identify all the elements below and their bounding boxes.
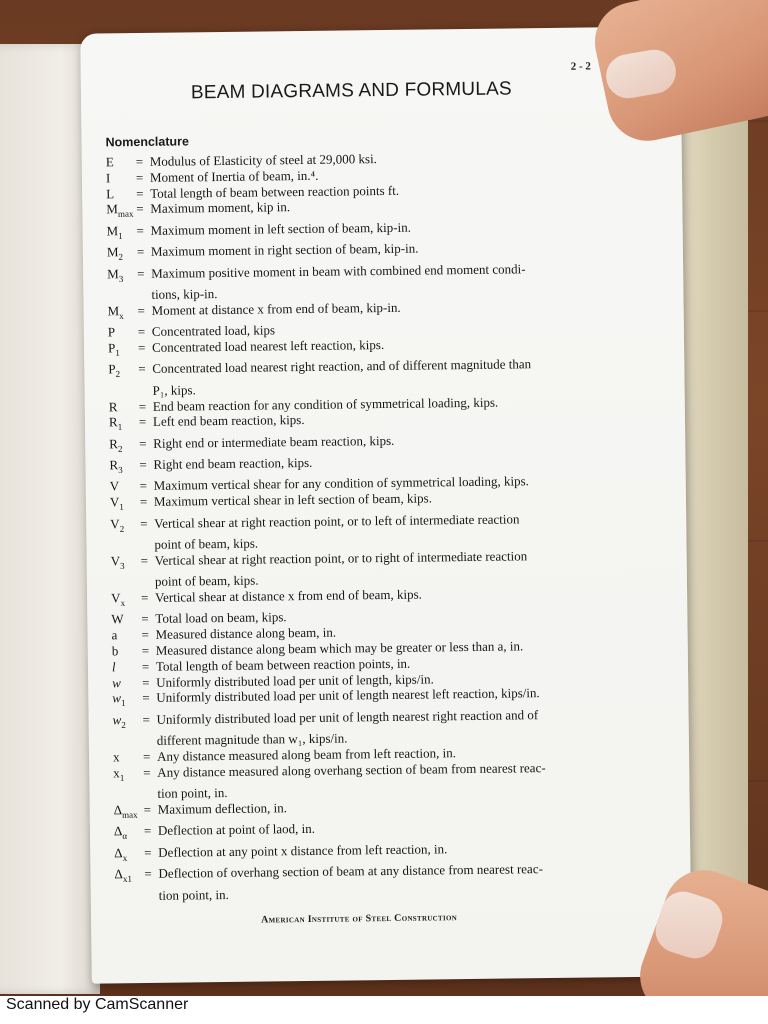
- equals-sign: =: [138, 398, 147, 414]
- term-symbol-base: V: [110, 553, 121, 569]
- term-symbol-subscript: 1: [115, 347, 120, 358]
- term-description: tion point, in.: [157, 785, 228, 801]
- term-symbol: [113, 712, 143, 734]
- term-description: Moment of Inertia of beam, in.⁴.: [149, 167, 319, 185]
- equals-sign: =: [143, 764, 151, 780]
- term-symbol-subscript: 1: [118, 230, 123, 241]
- term-symbol: [111, 553, 141, 575]
- equals-sign: =: [135, 153, 144, 170]
- equals-sign: =: [137, 324, 146, 340]
- term-symbol: [113, 749, 143, 765]
- term-description: Concentrated load nearest right reaction, and of different magnitude than: [152, 356, 532, 377]
- term-symbol: [112, 659, 142, 675]
- term-description: Maximum vertical shear for any condition of symmetrical loading, kips.: [153, 473, 529, 494]
- term-symbol-base: M: [107, 265, 119, 281]
- equals-sign: =: [141, 658, 150, 674]
- term-symbol: [108, 361, 138, 383]
- term-symbol-base: x: [113, 765, 120, 781]
- term-symbol-base: P: [108, 361, 116, 377]
- equals-sign: =: [138, 414, 147, 430]
- term-symbol-base: M: [106, 223, 119, 239]
- term-symbol: [112, 675, 142, 691]
- equals-sign: =: [139, 457, 147, 473]
- term-symbol: [107, 223, 137, 245]
- term-description: Deflection at point of laod, in.: [157, 821, 316, 839]
- term-symbol-base: w: [112, 712, 122, 728]
- term-description: Moment at distance x from end of beam, kip-in.: [151, 299, 401, 318]
- term-symbol-base: R: [109, 435, 118, 452]
- term-symbol: [114, 845, 144, 867]
- term-symbol-base: V: [109, 478, 120, 494]
- term-description: different magnitude than w₁, kips/in.: [156, 730, 348, 749]
- term-symbol: [108, 324, 138, 340]
- term-symbol: [108, 303, 138, 325]
- term-symbol-base: a: [111, 627, 118, 643]
- term-symbol: [114, 802, 144, 824]
- term-description: Maximum positive moment in beam with combined end moment condi-: [151, 260, 526, 281]
- scanner-watermark: Scanned by CamScanner: [6, 996, 189, 1013]
- term-symbol-base: R: [108, 414, 118, 430]
- term-description: Total length of beam between reaction points ft.: [150, 182, 400, 201]
- equals-sign: =: [139, 435, 147, 451]
- term-symbol-base: V: [109, 494, 120, 510]
- term-description: Any distance measured along beam from left reaction, in.: [156, 745, 457, 764]
- term-symbol-subscript: 1: [119, 502, 124, 513]
- term-symbol: [109, 414, 139, 436]
- term-description: Modulus of Elasticity of steel at 29,000 ksi.: [149, 151, 377, 169]
- term-symbol: [111, 590, 141, 612]
- term-symbol-base: P: [107, 324, 116, 340]
- equals-sign: =: [137, 265, 145, 281]
- book-page: [80, 26, 692, 983]
- term-symbol: [107, 266, 137, 288]
- term-symbol: [112, 690, 142, 712]
- term-symbol-subscript: max: [122, 809, 138, 820]
- term-symbol-base: M: [107, 302, 120, 319]
- term-symbol: [106, 201, 136, 223]
- equals-sign: =: [141, 611, 149, 627]
- equals-sign: =: [141, 642, 150, 659]
- term-symbol-base: w: [112, 674, 121, 690]
- term-symbol-subscript: x1: [122, 873, 132, 884]
- term-description: Maximum vertical shear in left section of beam, kips.: [153, 490, 432, 510]
- equals-sign: =: [142, 711, 151, 727]
- term-symbol-base: E: [105, 154, 114, 170]
- equals-sign: =: [135, 169, 144, 185]
- term-symbol: [114, 823, 144, 845]
- equals-sign: =: [141, 627, 150, 643]
- term-symbol-subscript: 2: [121, 719, 126, 730]
- section-heading: Nomenclature: [105, 134, 189, 150]
- equals-sign: =: [139, 494, 148, 510]
- term-symbol-subscript: x: [122, 852, 128, 863]
- equals-sign: =: [140, 552, 149, 568]
- term-symbol-subscript: 2: [115, 369, 121, 380]
- term-symbol-base: Δ: [114, 866, 123, 882]
- term-symbol-base: W: [111, 611, 124, 627]
- term-description: Uniformly distributed load per unit of length, kips/in.: [156, 671, 434, 690]
- term-description: Right end or intermediate beam reaction, kips.: [153, 432, 395, 451]
- term-description: Concentrated load nearest left reaction, kips.: [151, 336, 385, 355]
- term-description: Maximum moment in left section of beam, kip-in.: [150, 219, 412, 238]
- equals-sign: =: [142, 674, 150, 690]
- term-symbol-base: M: [106, 244, 119, 260]
- term-description: Measured distance along beam which may be greater or less than a, in.: [155, 638, 524, 658]
- term-symbol-subscript: 3: [118, 464, 123, 475]
- term-symbol-subscript: 1: [119, 772, 125, 783]
- equals-sign: =: [143, 823, 152, 839]
- term-symbol-base: V: [110, 515, 120, 532]
- term-symbol-base: w: [112, 690, 122, 706]
- equals-sign: =: [144, 866, 152, 882]
- equals-sign: =: [140, 515, 148, 531]
- term-symbol-subscript: x: [119, 310, 124, 321]
- term-description: Vertical shear at right reaction point, or to left of intermediate reaction: [154, 511, 520, 531]
- term-symbol-subscript: α: [122, 831, 128, 842]
- term-description: Vertical shear at distance x from end of beam, kips.: [155, 586, 422, 605]
- term-symbol-base: Δ: [113, 823, 123, 839]
- term-symbol-subscript: max: [117, 209, 134, 220]
- term-symbol-base: l: [111, 659, 116, 675]
- term-description: Maximum moment, kip in.: [150, 199, 291, 217]
- term-symbol-subscript: 2: [118, 251, 124, 263]
- term-description: Deflection at any point x distance from left reaction, in.: [158, 841, 448, 860]
- term-description: Maximum deflection, in.: [157, 800, 288, 817]
- term-symbol-base: P: [107, 340, 116, 356]
- equals-sign: =: [137, 302, 146, 318]
- equals-sign: =: [141, 589, 149, 606]
- term-symbol-subscript: 1: [121, 698, 126, 709]
- term-symbol-base: R: [108, 398, 118, 414]
- term-symbol: [111, 611, 141, 627]
- term-description: Concentrated load, kips: [151, 322, 276, 339]
- term-symbol-base: x: [112, 749, 120, 765]
- term-symbol: [111, 627, 141, 643]
- term-symbol: [112, 643, 142, 659]
- term-symbol-base: V: [111, 590, 121, 606]
- equals-sign: =: [136, 222, 145, 238]
- term-symbol: [114, 866, 144, 888]
- term-symbol-subscript: 2: [119, 523, 125, 534]
- term-symbol-subscript: x: [120, 597, 126, 608]
- equals-sign: =: [136, 185, 144, 201]
- term-description: point of beam, kips.: [154, 572, 259, 590]
- term-description: Uniformly distributed load per unit of length nearest right reaction and of: [156, 706, 539, 727]
- term-description: point of beam, kips.: [154, 535, 259, 552]
- equals-sign: =: [144, 844, 152, 860]
- term-symbol: [106, 186, 136, 202]
- term-symbol: [110, 516, 140, 538]
- term-description: Right end beam reaction, kips.: [153, 454, 313, 472]
- term-description: tion point, in.: [158, 886, 229, 903]
- equals-sign: =: [139, 478, 148, 494]
- term-symbol-base: Δ: [113, 802, 123, 818]
- equals-sign: =: [142, 748, 151, 764]
- term-description: tions, kip-in.: [151, 285, 218, 302]
- page-title: BEAM DIAGRAMS AND FORMULAS: [190, 78, 512, 104]
- term-symbol: [110, 478, 140, 494]
- equals-sign: =: [142, 690, 150, 706]
- term-description: P₁, kips.: [152, 382, 196, 398]
- equals-sign: =: [143, 801, 152, 817]
- equals-sign: =: [137, 339, 146, 355]
- term-symbol-subscript: 3: [120, 560, 125, 571]
- term-symbol: [109, 436, 139, 458]
- term-symbol-base: M: [106, 201, 119, 217]
- equals-sign: =: [136, 201, 144, 217]
- term-description: Any distance measured along overhang section of beam from nearest reac-: [157, 759, 546, 780]
- term-description: Total length of beam between reaction points, in.: [155, 655, 411, 674]
- term-symbol: [109, 399, 139, 415]
- term-symbol: [109, 457, 139, 479]
- term-symbol-subscript: 3: [118, 273, 124, 284]
- term-description: Uniformly distributed load per unit of length nearest left reaction, kips/in.: [156, 685, 540, 706]
- term-symbol-base: b: [111, 643, 119, 659]
- term-symbol-subscript: 2: [117, 443, 123, 454]
- page-footer: American Institute of Steel Construction: [260, 912, 458, 926]
- term-symbol-base: R: [109, 457, 119, 473]
- term-symbol-base: L: [106, 185, 115, 201]
- term-symbol: [110, 494, 140, 516]
- term-symbol: [107, 244, 137, 266]
- term-description: Left end beam reaction, kips.: [152, 412, 305, 430]
- term-symbol: [108, 340, 138, 362]
- term-symbol-base: I: [105, 170, 111, 186]
- term-symbol-base: Δ: [114, 845, 123, 861]
- nomenclature-list: [106, 148, 655, 904]
- term-description: Total load on beam, kips.: [155, 609, 287, 627]
- equals-sign: =: [136, 244, 145, 260]
- term-description: Maximum moment in right section of beam, kip-in.: [150, 240, 419, 260]
- page-number: 2 - 2: [570, 60, 591, 73]
- term-description: Deflection of overhang section of beam at any distance from nearest reac-: [158, 861, 543, 881]
- term-description: End beam reaction for any condition of symmetrical loading, kips.: [152, 394, 499, 414]
- term-description: Measured distance along beam, in.: [155, 624, 337, 643]
- term-description: Vertical shear at right reaction point, or to right of intermediate reaction: [154, 548, 528, 568]
- term-symbol: [113, 765, 143, 787]
- term-symbol-subscript: 1: [117, 422, 123, 433]
- equals-sign: =: [138, 361, 146, 377]
- term-symbol: [106, 170, 136, 186]
- term-symbol: [106, 154, 136, 170]
